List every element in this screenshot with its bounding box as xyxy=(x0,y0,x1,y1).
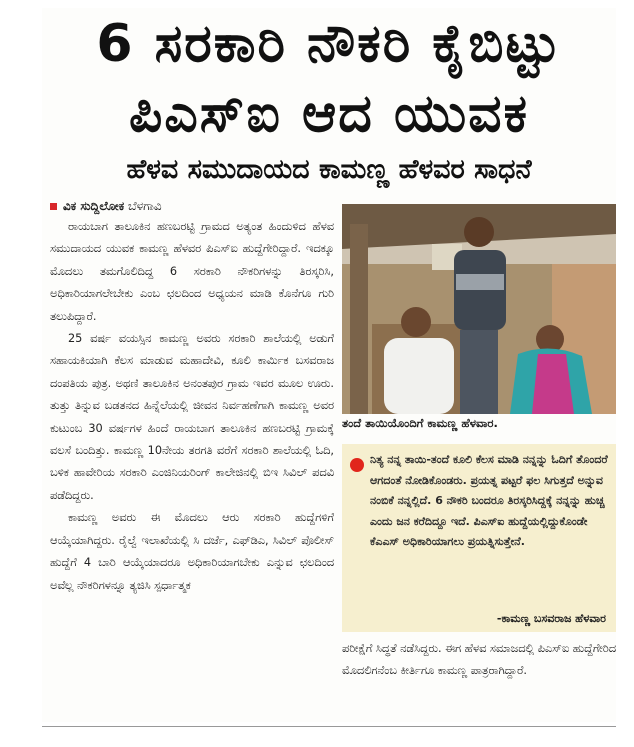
article-paragraph-3: ಕಾಮಣ್ಣ ಅವರು ಈ ಮೊದಲು ಆರು ಸರಕಾರಿ ಹುದ್ದೆಗಳಿಗೆ ಆಯ್ಕೆಯಾಗಿದ್ದರು. ರೈಲ್ವೆ ಇಲಾಖೆಯಲ್ಲಿ ಸಿ ದರ್ಜೆ, ಎಫ್‌ಡಿಎ, ಸಿವಿಲ್ ಪೊಲೀಸ್ ಹುದ್ದೆಗೆ 4 ಬಾರಿ ಆಯ್ಕೆಯಾದರೂ ಅಧಿಕಾರಿಯಾಗಬೇಕು ಎನ್ನುವ ಛಲದಿಂದ ಅವೆಲ್ಲ ನೌಕರಿಗಳನ್ನೂ ತ್ಯಜಿಸಿ ಸ್ಪರ್ಧಾತ್ಮಕ xyxy=(50,511,334,592)
quote-box xyxy=(342,444,616,632)
headline-line-1: 6 ಸರಕಾರಿ ನೌಕರಿ ಕೈಬಿಟ್ಟು xyxy=(96,14,562,74)
quote-text: ನಿತ್ಯ ನನ್ನ ತಾಯಿ-ತಂದೆ ಕೂಲಿ ಕೆಲಸ ಮಾಡಿ ನನ್ನನ್ನು ಓದಿಗೆ ತೊಂದರೆ ಆಗದಂತೆ ನೋಡಿಕೊಂಡರು. ಪ್ರಯತ್ನ ಪಟ್ಟರೆ ಫಲ ಸಿಗುತ್ತದೆ ಅನ್ನುವ ನಂಬಿಕೆ ನನ್ನಲ್ಲಿದೆ. 6 ನೌಕರಿ ಬಂದರೂ ತಿರಸ್ಕರಿಸಿದ್ದಕ್ಕೆ ನನ್ನನ್ನು ಹುಚ್ಚ ಎಂದು ಜನ ಕರೆದಿದ್ದೂ ಇದೆ. ಪಿಎಸ್ಐ ಹುದ್ದೆಯಲ್ಲಿದ್ದುಕೊಂಡೇ ಕೆಎಎಸ್ ಅಧಿಕಾರಿಯಾಗಲು ಪ್ರಯತ್ನಿಸುತ್ತೇನೆ. xyxy=(370,453,608,548)
article-right-column xyxy=(342,638,616,683)
newspaper-clipping xyxy=(42,8,616,722)
article-continuation: ಪರೀಕ್ಷೆಗೆ ಸಿದ್ಧತೆ ನಡೆಸಿದ್ದರು. ಈಗ ಹೆಳವ ಸಮಾಜದಲ್ಲಿ ಪಿಎಸ್ಐ ಹುದ್ದೆಗೇರಿದ ಮೊದಲಿಗನೆಂಬ ಕೀರ್ತಿಗೂ ಕಾಮಣ್ಣ ಪಾತ್ರರಾಗಿದ್ದಾರೆ. xyxy=(342,642,616,678)
quote-signature: -ಕಾಮಣ್ಣ ಬಸವರಾಜ ಹೆಳವಾರ xyxy=(496,612,606,625)
article-paragraph-2: 25 ವರ್ಷ ವಯಸ್ಸಿನ ಕಾಮಣ್ಣ ಅವರು ಸರಕಾರಿ ಶಾಲೆಯಲ್ಲಿ ಅಡುಗೆ ಸಹಾಯಕಿಯಾಗಿ ಕೆಲಸ ಮಾಡುವ ಮಹಾದೇವಿ, ಕೂಲಿ ಕಾರ್ಮಿಕ ಬಸವರಾಜ ದಂಪತಿಯ ಪುತ್ರ. ಅಥಣಿ ತಾಲೂಕಿನ ಅನಂತಪುರ ಗ್ರಾಮ ಇವರ ಮೂಲ ಊರು. ತುತ್ತು ತಿನ್ನುವ ಬಡತನದ ಹಿನ್ನೆಲೆಯಲ್ಲಿ ಜೀವನ ನಿರ್ವಹಣೆಗಾಗಿ ಕಾಮಣ್ಣ ಅವರ ಕುಟುಂಬ 30 ವರ್ಷಗಳ ಹಿಂದೆ ರಾಯಬಾಗ ತಾಲೂಕಿನ ಹಣಬರಟ್ಟಿ ಗ್ರಾಮಕ್ಕೆ ವಲಸೆ ಬಂದಿತ್ತು. ಕಾಮಣ್ಣ 10ನೇಯ ತರಗತಿ ವರೆಗೆ ಸರಕಾರಿ ಶಾಲೆಯಲ್ಲಿ ಓದಿ, ಬಳಿಕ ಹಾವೇರಿಯ ಸರಕಾರಿ ಎಂಜಿನಿಯರಿಂಗ್ ಕಾಲೇಜಿನಲ್ಲಿ ಬಿಇ ಸಿವಿಲ್ ಪದವಿ ಪಡೆದಿದ್ದರು. xyxy=(50,332,334,502)
subheadline: ಹೆಳವ ಸಮುದಾಯದ ಕಾಮಣ್ಣ ಹೆಳವರ ಸಾಧನೆ xyxy=(126,154,532,185)
article-paragraph-1: ರಾಯಬಾಗ ತಾಲೂಕಿನ ಹಣಬರಟ್ಟಿ ಗ್ರಾಮದ ಅತ್ಯಂತ ಹಿಂದುಳಿದ ಹೆಳವ ಸಮುದಾಯದ ಯುವಕ ಕಾಮಣ್ಣ ಹೆಳವರ ಪಿಎಸ್ಐ ಹುದ್ದೆಗೇರಿದ್ದಾರೆ. ಇದಕ್ಕೂ ಮೊದಲು ತಮಗೊಲಿದಿದ್ದ 6 ಸರಕಾರಿ ನೌಕರಿಗಳನ್ನು ತಿರಸ್ಕರಿಸಿ, ಅಧಿಕಾರಿಯಾಗಲೇಬೇಕು ಎಂಬ ಛಲದಿಂದ ಅಧ್ಯಯನ ಮಾಡಿ ಕೊನೆಗೂ ಗುರಿ ತಲುಪಿದ್ದಾರೆ. xyxy=(50,220,334,323)
photo-caption: ತಂದೆ ತಾಯಿಯೊಂದಿಗೆ ಕಾಮಣ್ಣ ಹೆಳವಾರ. xyxy=(342,416,498,430)
headline-line-2: ಪಿಎಸ್ಐ ಆದ ಯುವಕ xyxy=(129,84,529,144)
family-photo xyxy=(342,204,616,414)
bottom-rule xyxy=(42,726,616,727)
article-left-column xyxy=(50,216,334,597)
byline-place: ಬೆಳಗಾವಿ xyxy=(127,199,162,213)
family-photo-illustration xyxy=(342,204,616,414)
byline xyxy=(50,199,162,214)
quote-bullet-icon xyxy=(350,458,364,472)
byline-marker-icon xyxy=(50,203,57,210)
byline-source: ವಿಕ ಸುದ್ದಿಲೋಕ xyxy=(63,199,125,213)
